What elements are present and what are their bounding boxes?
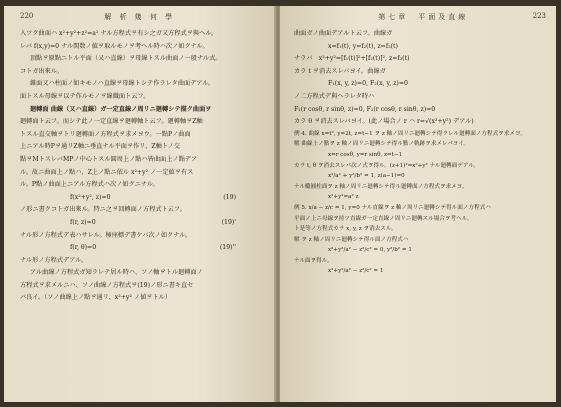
text-line bbox=[294, 171, 546, 182]
text-line-content: 錐面又ハ柱面ノ如キモノハ直線ヲ母線トシテ作ラレタ曲面デアル。 bbox=[30, 80, 215, 88]
text-line bbox=[294, 28, 546, 41]
text-line bbox=[20, 141, 266, 154]
text-line bbox=[294, 129, 546, 140]
text-line-content: F₁(x, y, z)=0, F₂(x, y, z)=0 bbox=[328, 80, 408, 88]
text-line-content: 廻轉面ト云フ。而シテ此ノ一定直線ヲ廻轉軸ト云フ。廻轉軸ヲZ軸 bbox=[20, 118, 203, 126]
text-line-content: バ良イ。（ソノ曲線上ノ點ヲ通リ、x²+y² ノ値ヲトル） bbox=[20, 294, 172, 302]
text-line bbox=[20, 267, 266, 280]
text-line bbox=[294, 266, 546, 277]
text-line bbox=[294, 66, 546, 79]
right-page-text bbox=[294, 28, 546, 277]
text-line bbox=[294, 214, 546, 225]
text-line-content: 頂點ヲ原點ニトル平面（又ハ直線）ヲ母線トスル曲面ノ一般ナル式。 bbox=[30, 55, 222, 63]
text-line bbox=[294, 78, 546, 91]
text-line-content: 方程式ヲ求メルニハ、ソノ曲線ノ方程式ヲ(19)ノ形ニ書キ直セ bbox=[20, 281, 194, 289]
text-line bbox=[294, 192, 546, 203]
right-running-title: 第七章 平面及直線 bbox=[378, 13, 469, 21]
text-line-content: 解 ヲ z 軸ノ周リニ廻轉シテ得ル面ノ方程式ハ bbox=[294, 236, 409, 243]
text-line bbox=[20, 255, 266, 268]
text-line-content: x=f₁(t), y=f₂(t), z=f₃(t) bbox=[328, 42, 398, 50]
text-line bbox=[20, 167, 266, 180]
text-line bbox=[294, 182, 546, 193]
left-page-text bbox=[20, 28, 266, 305]
text-line bbox=[20, 192, 266, 205]
text-line bbox=[20, 66, 266, 79]
text-line bbox=[294, 235, 546, 246]
text-line bbox=[294, 139, 546, 150]
text-line bbox=[294, 104, 546, 117]
text-line-content: アル曲線ノ方程式ガ知ラレテ居ル時ハ、ソノ軸ヲトル廻轉面ノ bbox=[30, 269, 203, 277]
text-line-content: ル。故ニ曲面上ノ點ハ、Z上ノ點ニ依ル x²+y² ノ一定値ヲ有ス bbox=[20, 168, 194, 176]
text-line bbox=[20, 28, 266, 41]
text-line bbox=[294, 53, 546, 66]
text-line-content: x²+y²=a² z bbox=[328, 194, 359, 201]
text-line-content: ノ形ニ書クコトガ出來ル。特ニ之ヲ回轉面ノ方程式ト云フ。 bbox=[20, 206, 186, 214]
text-line-content: 曲面ガノ曲面デアルト云フ。曲線ガ bbox=[294, 30, 393, 37]
text-line-content: カラ θ ヲ消去スレバヨイ。(此ノ場合ノ r ハ r=√(x²+y²) デアル) bbox=[294, 118, 474, 126]
text-line-content: f(r, θ)=0 bbox=[70, 244, 97, 252]
text-line-content: 例 4. 曲線 x=t², y=2t, z=t−1 ヲ z 軸ノ周リニ廻轉シテ得ラレル廻轉面ノ方程式ヲ求メヨ。 bbox=[294, 130, 526, 137]
text-line bbox=[20, 242, 266, 255]
text-line-content: x=r cosθ, y=r sinθ, z=t−1 bbox=[328, 151, 403, 158]
text-line-content: 平面ノ上ニ母線ヲ持ツ直線ガ一定直線ノ周リニ廻轉スル場合ヲ考ヘル。 bbox=[294, 215, 473, 222]
text-line bbox=[20, 292, 266, 305]
text-line-content: ナル形ノ方程式デ表ハサレル。極座標デ書ケバ次ノ如クナル。 bbox=[20, 231, 191, 239]
text-line-content: 廻轉面 曲線（又ハ直線）ガ一定直線ノ周リニ廻轉シテ描ク曲面ヲ bbox=[30, 105, 212, 113]
text-line-content: 點ヲMトスレバMPノ中心トスル圓周上ノ點ハ皆曲面上ノ點デア bbox=[20, 155, 198, 163]
text-line-content: 解 曲線上ノ點ヲ z 軸ノ周リニ廻轉シテ得ル點ノ軌跡ヲ求メレバヨイ。 bbox=[294, 141, 469, 148]
right-page bbox=[280, 6, 556, 402]
text-line bbox=[294, 116, 546, 129]
text-line-content: ナラバ x²+y²=[f₁(t)]²+[f₂(t)]², z=f₃(t) bbox=[294, 55, 410, 63]
text-line bbox=[20, 217, 266, 230]
text-line bbox=[20, 104, 266, 117]
text-line bbox=[20, 116, 266, 129]
text-line-content: 例 5. x/a − z/c = 1, y=0 ナル直線ヲ z 軸ノ周リニ廻轉シテ得ル面ノ方程式ハ bbox=[294, 204, 491, 211]
text-line-content: ナル橢圓柱面ヲ z 軸ノ周リニ廻轉シテ得ル廻轉面ノ方程式ヲ求メヨ。 bbox=[294, 183, 468, 190]
text-line bbox=[20, 280, 266, 293]
text-line bbox=[20, 53, 266, 66]
right-page-number: 223 bbox=[532, 12, 546, 20]
left-page-number: 220 bbox=[20, 12, 34, 20]
text-line-content: 上ニアル時Pヲ通リZ軸ニ垂直ナル平面ヲ作リ、Z軸トノ交 bbox=[20, 143, 181, 151]
text-line-content: ナル面ヲ得ル。 bbox=[294, 257, 333, 264]
text-line bbox=[20, 204, 266, 217]
text-line bbox=[20, 41, 266, 54]
text-line-content: x²/a² + y²/b² = 1, z(a−1)=0 bbox=[328, 173, 405, 180]
text-line-content: x²+y²/a² − z²/c² = 0, y²/b² = 1 bbox=[328, 247, 412, 254]
text-line-content: f(x²+y², z)=0 bbox=[70, 193, 111, 201]
text-line bbox=[20, 91, 266, 104]
right-page-header bbox=[294, 12, 546, 28]
text-line-content: レバ f(x,y)=0 ナル関数ノ値ヲ取ルモノヲ考ヘル時ハ次ノ如クナル。 bbox=[20, 42, 209, 50]
text-line bbox=[294, 150, 546, 161]
text-line-content: コトガ出來ル。 bbox=[20, 67, 63, 75]
text-line-content: F₁(r cosθ, r sinθ, z)=0, F₂(r cosθ, r sinθ, z)=0 bbox=[294, 105, 436, 113]
text-line bbox=[294, 203, 546, 214]
text-line bbox=[294, 256, 546, 267]
text-line bbox=[20, 179, 266, 192]
text-line-content: x²+y²/a² − z²/c² = 1 bbox=[328, 268, 384, 275]
text-line-content: カラ t, θ ヲ消去スレバ次ノ式ヲ得ル。(z+1)²=x²+y² ナル廻轉面デアル。 bbox=[294, 162, 479, 169]
text-line bbox=[294, 245, 546, 256]
equation-number: (19)' bbox=[221, 218, 236, 226]
text-line bbox=[20, 230, 266, 243]
text-line bbox=[294, 41, 546, 54]
text-line-content: ル。P點ノ曲面上ニアル方程式ハ次ノ如クニナル。 bbox=[20, 181, 159, 189]
text-line bbox=[20, 154, 266, 167]
text-line bbox=[20, 129, 266, 142]
text-line bbox=[20, 78, 266, 91]
left-page-header bbox=[20, 12, 266, 28]
text-line-content: f(r, z)=0 bbox=[70, 218, 96, 226]
text-line-content: カラ t ヲ消去スレバヨイ。曲線ガ bbox=[294, 67, 386, 75]
equation-number: (19) bbox=[223, 193, 236, 201]
equation-number: (19)'' bbox=[219, 244, 236, 252]
left-page bbox=[4, 6, 276, 402]
text-line-content: ノ二方程式デ與ヘラレタ時ハ bbox=[294, 92, 375, 100]
text-line-content: ナル形ノ方程式デアル。 bbox=[20, 256, 88, 264]
text-line-content: トスル直交軸ヲトリ廻轉面ノ方程式ヲ求メヨウ。一點Pノ曲面 bbox=[20, 130, 191, 138]
text-line-content: 入ツク曲面ハ x²+y²+z²=a² ナル方程式ヲ有シ之ガ又方程式ヲ與ヘル。 bbox=[20, 30, 218, 37]
text-line bbox=[294, 91, 546, 104]
text-line bbox=[294, 161, 546, 172]
text-line-content: ト是等ノ方程式カラ x, y, z ヲ消去スル。 bbox=[294, 226, 397, 233]
text-line-content: 面トスル母線ヲ以テ作ルモノヲ線織面ト云フ。 bbox=[20, 92, 150, 100]
left-running-title: 解 析 幾 何 學 bbox=[104, 13, 176, 21]
text-line bbox=[294, 224, 546, 235]
